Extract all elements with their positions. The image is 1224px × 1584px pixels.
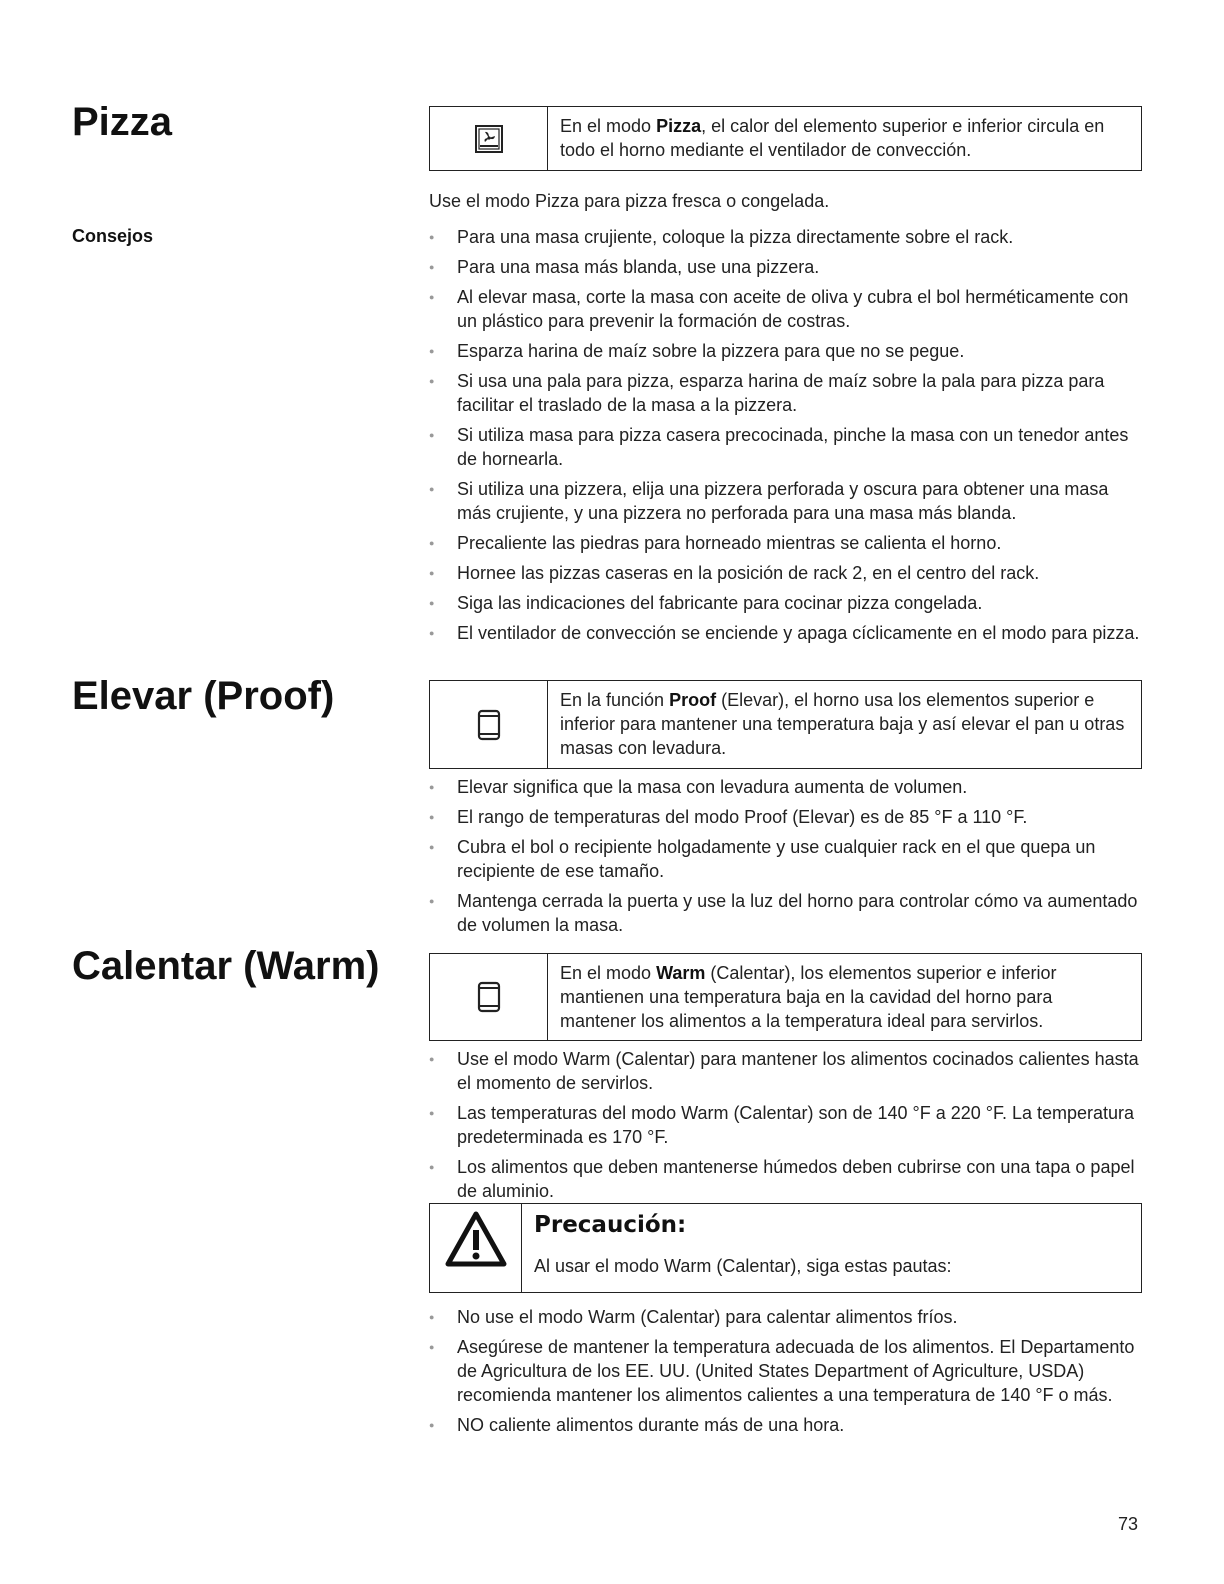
caution-title: Precaución:	[534, 1212, 687, 1238]
pizza-mode-box	[429, 106, 1142, 171]
tips-label: Consejos	[72, 226, 154, 246]
list-item: ● Las temperaturas del modo Warm (Calentar) son de 140 °F a 220 °F. La temperatura predeterminada es 170 °F.	[429, 1103, 1135, 1147]
bullet-icon: ●	[429, 262, 435, 272]
bullet-icon: ●	[429, 1054, 435, 1064]
pizza-mode-icon	[430, 107, 548, 170]
warm-mode-name: Warm	[656, 963, 706, 983]
list-item: ● El ventilador de convección se enciende y apaga cíclicamente en el modo para pizza.	[429, 623, 1140, 643]
caution-list	[429, 1305, 1144, 1443]
list-item: ● Precaliente las piedras para horneado mientras se calienta el horno.	[429, 533, 1002, 553]
bullet-icon: ●	[429, 842, 435, 852]
pizza-mode-name: Pizza	[656, 116, 702, 136]
proof-mode-description: En la función Proof (Elevar), el horno usa los elementos superior e inferior para mantener una temperatura baja y así elevar el pan u otras masas con levadura.	[560, 690, 1125, 758]
proof-mode-box	[429, 680, 1142, 769]
bullet-icon: ●	[429, 346, 435, 356]
list-item: ● Cubra el bol o recipiente holgadamente y use cualquier rack en el que quepa un recipiente de ese tamaño.	[429, 837, 1096, 881]
bullet-icon: ●	[429, 896, 435, 906]
bullet-icon: ●	[429, 782, 435, 792]
list-item: ● El rango de temperaturas del modo Proof (Elevar) es de 85 °F a 110 °F.	[429, 807, 1028, 827]
list-item: ● Para una masa más blanda, use una pizzera.	[429, 257, 820, 277]
pizza-intro: Use el modo Pizza para pizza fresca o congelada.	[429, 191, 830, 211]
bullet-icon: ●	[429, 1420, 435, 1430]
bullet-icon: ●	[429, 430, 435, 440]
bullet-icon: ●	[429, 292, 435, 302]
caution-box	[429, 1203, 1142, 1293]
bullet-icon: ●	[429, 1312, 435, 1322]
list-item: ● No use el modo Warm (Calentar) para calentar alimentos fríos.	[429, 1307, 958, 1327]
bullet-icon: ●	[429, 232, 435, 242]
bullet-icon: ●	[429, 598, 435, 608]
bullet-icon: ●	[429, 1342, 435, 1352]
list-item: ● Si usa una pala para pizza, esparza harina de maíz sobre la pala para pizza para facilitar el traslado de la masa a la pizzera.	[429, 371, 1105, 415]
page-number: 73	[1118, 1514, 1139, 1534]
list-item: ● Use el modo Warm (Calentar) para mantener los alimentos cocinados calientes hasta el momento de servirlos.	[429, 1049, 1139, 1093]
proof-mode-icon	[430, 681, 548, 768]
bullet-icon: ●	[429, 1108, 435, 1118]
list-item: ● Elevar significa que la masa con levadura aumenta de volumen.	[429, 777, 968, 797]
bullet-icon: ●	[429, 1162, 435, 1172]
proof-heading: Elevar (Proof)	[72, 674, 335, 718]
warm-heading: Calentar (Warm)	[72, 944, 380, 988]
caution-text: Al usar el modo Warm (Calentar), siga estas pautas:	[534, 1256, 952, 1276]
proof-list	[429, 775, 1144, 943]
pizza-tips-list	[429, 225, 1144, 651]
list-item: ● Para una masa crujiente, coloque la pizza directamente sobre el rack.	[429, 227, 1014, 247]
warm-list	[429, 1047, 1144, 1203]
warm-mode-icon	[430, 954, 548, 1040]
list-item: ● Si utiliza masa para pizza casera precocinada, pinche la masa con un tenedor antes de hornearla.	[429, 425, 1129, 469]
proof-mode-name: Proof	[669, 690, 717, 710]
list-item: ● Mantenga cerrada la puerta y use la luz del horno para controlar cómo va aumentado de volumen la masa.	[429, 891, 1138, 935]
list-item: ● Hornee las pizzas caseras en la posición de rack 2, en el centro del rack.	[429, 563, 1040, 583]
bullet-icon: ●	[429, 568, 435, 578]
bullet-icon: ●	[429, 812, 435, 822]
pizza-mode-description: En el modo Pizza, el calor del elemento superior e inferior circula en todo el horno mediante el ventilador de convección.	[560, 116, 1105, 160]
list-item: ● Al elevar masa, corte la masa con aceite de oliva y cubra el bol herméticamente con un plástico para prevenir la formación de costras.	[429, 287, 1129, 331]
bullet-icon: ●	[429, 484, 435, 494]
list-item: ● Si utiliza una pizzera, elija una pizzera perforada y oscura para obtener una masa más crujiente, y una pizzera no perforada para una masa más blanda.	[429, 479, 1109, 523]
warning-triangle-icon	[430, 1204, 522, 1292]
list-item: ● Asegúrese de mantener la temperatura adecuada de los alimentos. El Departamento de Agricultura de los EE. UU. (United States Department of Agriculture, USDA) recomienda mantener los alimentos calientes a una temperatura de 140 °F o más.	[429, 1337, 1135, 1405]
list-item: ● Siga las indicaciones del fabricante para cocinar pizza congelada.	[429, 593, 983, 613]
warm-mode-description: En el modo Warm (Calentar), los elementos superior e inferior mantienen una temperatura baja en la cavidad del horno para mantener los alimentos a la temperatura ideal para servirlos.	[560, 963, 1057, 1031]
warm-mode-box	[429, 953, 1142, 1041]
bullet-icon: ●	[429, 538, 435, 548]
list-item: ● Esparza harina de maíz sobre la pizzera para que no se pegue.	[429, 341, 965, 361]
list-item: ● NO caliente alimentos durante más de una hora.	[429, 1415, 845, 1435]
bullet-icon: ●	[429, 376, 435, 386]
pizza-heading: Pizza	[72, 100, 173, 144]
bullet-icon: ●	[429, 628, 435, 638]
list-item: ● Los alimentos que deben mantenerse húmedos deben cubrirse con una tapa o papel de aluminio.	[429, 1157, 1135, 1201]
